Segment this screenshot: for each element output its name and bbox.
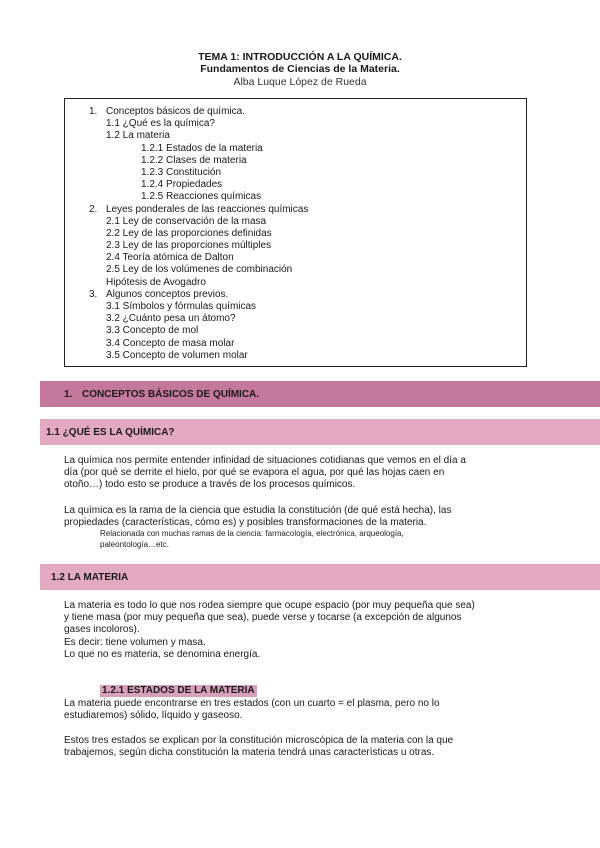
text-line: Lo que no es materia, se denomina energía. xyxy=(64,648,261,660)
toc-item xyxy=(65,155,526,167)
toc-item-text: 3.2 ¿Cuánto pesa un átomo? xyxy=(106,313,236,325)
toc-item xyxy=(65,179,526,191)
text-line: Estos tres estados se explican por la constitución microscópica de la materia con la que xyxy=(64,735,454,746)
toc-item-text: 1.2 La materia xyxy=(106,130,170,142)
toc-item xyxy=(65,228,526,240)
paragraph xyxy=(64,600,544,661)
toc-item xyxy=(65,191,526,203)
toc-item xyxy=(65,130,526,142)
toc-item xyxy=(65,313,526,325)
toc-item-text: 2.5 Ley de los volúmenes de combinación xyxy=(106,264,293,276)
text-line: propiedades (características, cómo es) y posibles transformaciones de la materia. xyxy=(64,517,427,529)
section-1-2-heading: 1.2 LA MATERIA xyxy=(40,564,600,590)
paragraph xyxy=(64,735,544,759)
toc-item-text: Algunos conceptos previos. xyxy=(106,288,229,300)
paragraph xyxy=(64,698,544,722)
section-1-title: CONCEPTOS BÁSICOS DE QUÍMICA. xyxy=(82,389,260,400)
toc-item xyxy=(65,264,526,276)
paragraph xyxy=(64,505,544,529)
text-line: paleontología…etc. xyxy=(100,539,169,549)
toc-item-text: 3.4 Concepto de masa molar xyxy=(106,337,235,349)
table-of-contents xyxy=(64,98,527,367)
text-line: y tiene masa (por muy pequeña que sea), puede verse y tocarse (a excepción de algunos xyxy=(64,612,462,624)
toc-item-number: 3. xyxy=(89,288,98,300)
toc-item-text: 3.1 Símbolos y fórmulas químicas xyxy=(106,301,257,312)
note-text xyxy=(100,529,540,550)
text-line: La química es la rama de la ciencia que estudia la constitución (de qué está hecha), las xyxy=(64,505,452,516)
toc-item-text: Hipótesis de Avogadro xyxy=(106,276,206,288)
toc-item-text: 2.1 Ley de conservación de la masa xyxy=(106,215,267,227)
toc-item-text: 1.2.2 Clases de materia xyxy=(141,154,247,166)
text-line: La química nos permite entender infinidad de situaciones cotidianas que vemos en el día a xyxy=(64,455,466,466)
text-line: estudiaremos) sólido, líquido y gaseoso. xyxy=(64,710,243,722)
toc-item xyxy=(65,338,526,350)
toc-item-text: 3.5 Concepto de volumen molar xyxy=(106,349,248,361)
section-1-2-1-heading: 1.2.1 ESTADOS DE LA MATERIA xyxy=(102,685,255,696)
toc-item-text: Conceptos básicos de química. xyxy=(106,106,245,117)
toc-item-text: 1.2.3 Constitución xyxy=(141,166,222,178)
toc-item-text: 1.2.4 Propiedades xyxy=(141,179,223,191)
text-line: La materia es todo lo que nos rodea siempre que ocupe espacio (por muy pequeña que sea) xyxy=(64,600,475,611)
paragraph xyxy=(64,455,544,492)
toc-item xyxy=(65,289,526,301)
document-header xyxy=(0,51,600,89)
document-author: Alba Luque López de Rueda xyxy=(233,76,367,88)
toc-item-text: 2.4 Teoría atómica de Dalton xyxy=(106,252,234,264)
text-line: otoño…) todo esto se produce a través de los procesos químicos. xyxy=(64,479,356,491)
toc-item-number: 1. xyxy=(89,106,98,117)
toc-item-text: 1.2.1 Estados de la materia xyxy=(141,142,263,154)
toc-item-text: 1.1 ¿Qué es la química? xyxy=(106,118,215,130)
toc-item-text: 1.2.5 Reacciones químicas xyxy=(141,191,262,203)
document-subtitle: Fundamentos de Ciencias de la Materia. xyxy=(200,63,400,75)
toc-item xyxy=(65,252,526,264)
section-1-number: 1. xyxy=(64,389,73,400)
toc-item xyxy=(65,350,526,362)
text-line: Relacionada con muchas ramas de la ciencia: farmacología, electrónica, arqueología, xyxy=(100,529,404,538)
toc-item xyxy=(65,216,526,228)
toc-item xyxy=(65,118,526,130)
toc-item xyxy=(65,106,526,118)
text-line: día (por qué se derrite el hielo, por qué se evapora el agua, por qué las hojas caen en xyxy=(64,467,445,479)
text-line: gases incoloros). xyxy=(64,624,140,636)
toc-item xyxy=(65,325,526,337)
text-line: trabajemos, según dicha constitución la materia tendrá unas características u otras. xyxy=(64,747,435,759)
toc-item-number: 2. xyxy=(89,203,98,215)
toc-item xyxy=(65,167,526,179)
section-1-1-heading: 1.1 ¿QUÉ ES LA QUÍMICA? xyxy=(40,419,600,445)
toc-item xyxy=(65,240,526,252)
toc-item-text: Leyes ponderales de las reacciones químicas xyxy=(106,203,309,215)
document-title: TEMA 1: INTRODUCCIÓN A LA QUÍMICA. xyxy=(198,51,402,63)
text-line: Es decir: tiene volumen y masa. xyxy=(64,636,206,648)
toc-item-text: 2.2 Ley de las proporciones definidas xyxy=(106,227,272,239)
toc-item xyxy=(65,301,526,313)
toc-item xyxy=(65,204,526,216)
toc-item-text: 2.3 Ley de las proporciones múltiples xyxy=(106,240,272,252)
toc-item-text: 3.3 Concepto de mol xyxy=(106,325,199,337)
toc-item xyxy=(65,143,526,155)
section-1-heading xyxy=(40,381,600,407)
text-line: La materia puede encontrarse en tres estados (con un cuarto = el plasma, pero no lo xyxy=(64,698,440,709)
toc-item xyxy=(65,277,526,289)
